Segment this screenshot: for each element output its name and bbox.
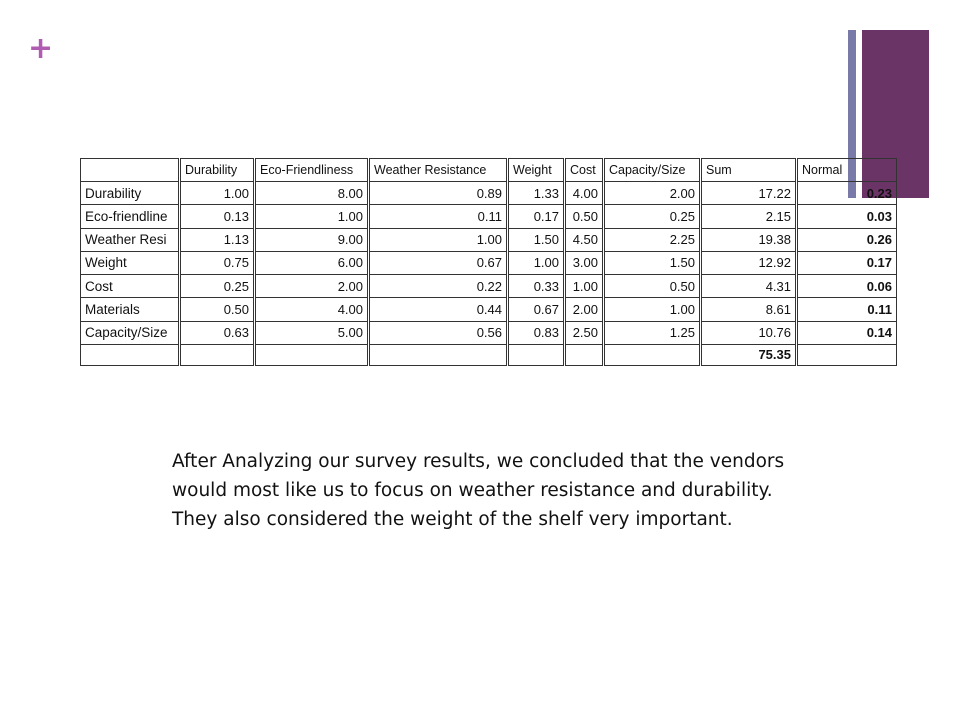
table-cell: 2.00 <box>604 182 701 205</box>
table-row <box>81 228 897 251</box>
row-label: Cost <box>81 275 180 298</box>
header-cell: Durability <box>180 159 255 182</box>
table-cell-normal: 0.17 <box>797 251 897 274</box>
empty-cell <box>565 344 604 365</box>
header-cell: Capacity/Size <box>604 159 701 182</box>
row-label: Durability <box>81 182 180 205</box>
table-cell: 0.13 <box>180 205 255 228</box>
table-cell-normal: 0.14 <box>797 321 897 344</box>
table-cell-normal: 0.03 <box>797 205 897 228</box>
table-cell: 1.00 <box>180 182 255 205</box>
table-cell: 5.00 <box>255 321 369 344</box>
table-cell: 0.44 <box>369 298 508 321</box>
header-cell: Weight <box>508 159 565 182</box>
table-cell-normal: 0.06 <box>797 275 897 298</box>
table-total-row <box>81 344 897 365</box>
table-row <box>81 298 897 321</box>
total-sum-cell: 75.35 <box>701 344 797 365</box>
table-cell: 9.00 <box>255 228 369 251</box>
comparison-table <box>80 158 897 366</box>
table-row <box>81 275 897 298</box>
table-cell: 1.25 <box>604 321 701 344</box>
table-cell: 0.75 <box>180 251 255 274</box>
table-cell: 2.00 <box>565 298 604 321</box>
empty-cell <box>604 344 701 365</box>
table-cell: 4.00 <box>255 298 369 321</box>
table-cell: 8.00 <box>255 182 369 205</box>
table-cell: 17.22 <box>701 182 797 205</box>
table-cell: 0.33 <box>508 275 565 298</box>
table-cell: 1.13 <box>180 228 255 251</box>
header-cell: Eco-Friendliness <box>255 159 369 182</box>
table-cell: 0.11 <box>369 205 508 228</box>
table-cell: 0.50 <box>604 275 701 298</box>
empty-cell <box>180 344 255 365</box>
header-cell: Cost <box>565 159 604 182</box>
table-cell: 0.25 <box>604 205 701 228</box>
empty-cell <box>255 344 369 365</box>
plus-icon: + <box>28 31 54 66</box>
table-cell: 19.38 <box>701 228 797 251</box>
row-label: Materials <box>81 298 180 321</box>
table-cell: 1.00 <box>508 251 565 274</box>
comparison-table-container <box>80 158 896 366</box>
table-cell: 0.25 <box>180 275 255 298</box>
table-cell: 3.00 <box>565 251 604 274</box>
table-cell: 6.00 <box>255 251 369 274</box>
table-cell: 0.89 <box>369 182 508 205</box>
table-cell: 2.25 <box>604 228 701 251</box>
table-cell: 2.00 <box>255 275 369 298</box>
table-cell: 10.76 <box>701 321 797 344</box>
table-cell: 2.15 <box>701 205 797 228</box>
empty-cell <box>369 344 508 365</box>
table-cell: 0.67 <box>508 298 565 321</box>
table-cell: 0.17 <box>508 205 565 228</box>
table-cell: 4.31 <box>701 275 797 298</box>
row-label: Weight <box>81 251 180 274</box>
table-cell: 1.50 <box>508 228 565 251</box>
table-cell: 12.92 <box>701 251 797 274</box>
table-cell: 0.50 <box>180 298 255 321</box>
summary-paragraph: After Analyzing our survey results, we concluded that the vendors would most like us to focus on weather resistance and durability. They also considered the weight of the shelf very important. <box>172 451 785 530</box>
header-cell: Weather Resistance <box>369 159 508 182</box>
table-cell-normal: 0.11 <box>797 298 897 321</box>
header-cell <box>81 159 180 182</box>
table-cell: 1.00 <box>255 205 369 228</box>
table-cell: 0.56 <box>369 321 508 344</box>
table-header-row <box>81 159 897 182</box>
table-cell: 0.63 <box>180 321 255 344</box>
table-cell: 2.50 <box>565 321 604 344</box>
row-label: Capacity/Size <box>81 321 180 344</box>
table-cell: 1.00 <box>565 275 604 298</box>
table-cell: 1.00 <box>369 228 508 251</box>
table-row <box>81 251 897 274</box>
table-cell: 0.22 <box>369 275 508 298</box>
table-cell: 0.50 <box>565 205 604 228</box>
table-cell: 1.00 <box>604 298 701 321</box>
table-cell-normal: 0.23 <box>797 182 897 205</box>
header-cell: Sum <box>701 159 797 182</box>
row-label: Eco-friendline <box>81 205 180 228</box>
table-cell: 8.61 <box>701 298 797 321</box>
empty-cell <box>508 344 565 365</box>
table-cell-normal: 0.26 <box>797 228 897 251</box>
row-label: Weather Resi <box>81 228 180 251</box>
header-cell: Normal <box>797 159 897 182</box>
table-cell: 0.67 <box>369 251 508 274</box>
table-row <box>81 205 897 228</box>
table-cell: 0.83 <box>508 321 565 344</box>
table-row <box>81 321 897 344</box>
table-cell: 4.50 <box>565 228 604 251</box>
table-row <box>81 182 897 205</box>
table-cell: 1.50 <box>604 251 701 274</box>
table-cell: 4.00 <box>565 182 604 205</box>
empty-cell <box>797 344 897 365</box>
empty-cell <box>81 344 180 365</box>
table-cell: 1.33 <box>508 182 565 205</box>
